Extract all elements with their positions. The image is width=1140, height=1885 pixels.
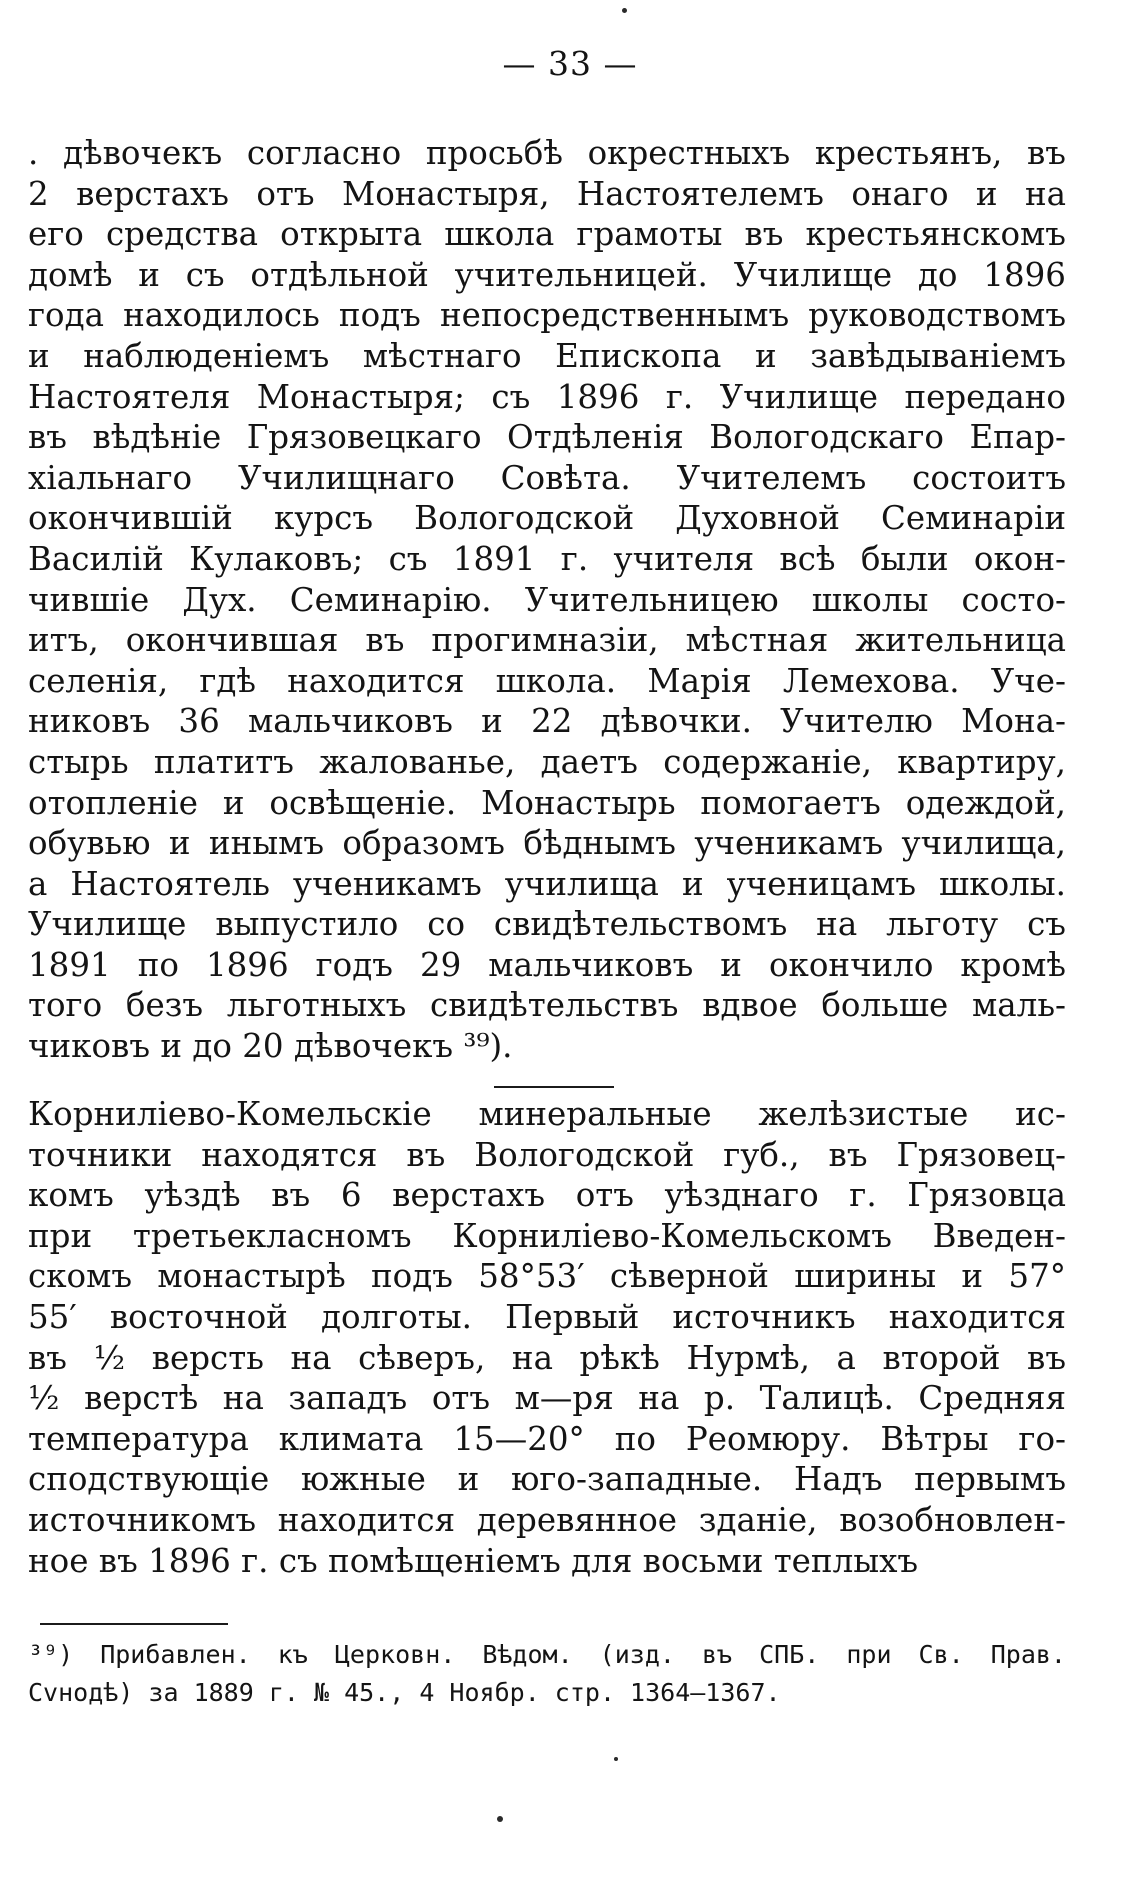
footnote [28,1636,1066,1712]
paragraph1-line: чиковъ и до 20 дѣвочекъ ³⁹). [28,1027,513,1066]
paragraph2-line: скомъ монастырѣ подъ 58°53′ сѣверной ширины и 57° [28,1257,1066,1296]
paragraph1-line: обувью и инымъ образомъ бѣднымъ ученикамъ училища, [28,824,1066,863]
paragraph-school [28,133,1066,1067]
footnote-divider [40,1623,228,1625]
paragraph2-line: источникомъ находится деревянное зданіе, возобновлен- [28,1500,1066,1539]
paragraph1-line: въ вѣдѣніе Грязовецкаго Отдѣленія Вологодскаго Епар- [28,418,1066,457]
print-speck [622,8,627,13]
paragraph1-line: отопленіе и освѣщеніе. Монастырь помогаетъ одеждой, [28,783,1066,822]
paragraph2-line: ½ верстѣ на западъ отъ м—ря на р. Талицѣ. Средняя [28,1379,1066,1418]
paragraph1-line: его средства открыта школа грамоты въ крестьянскомъ [28,215,1066,254]
paragraph1-line: хіальнаго Училищнаго Совѣта. Учителемъ состоитъ [28,458,1066,497]
section-divider [494,1086,614,1088]
paragraph2-line: Корниліево-Комельскіе минеральные желѣзистые ис- [28,1095,1066,1133]
paragraph1-line: окончившій курсъ Вологодской Духовной Семинаріи [28,499,1066,538]
paragraph1-line: а Настоятель ученикамъ училища и ученицамъ школы. [28,864,1066,903]
paragraph1-line: . дѣвочекъ согласно просьбѣ окрестныхъ крестьянъ, въ [28,134,1066,172]
paragraph1-line: никовъ 36 мальчиковъ и 22 дѣвочки. Учителю Мона- [28,702,1066,741]
paragraph1-line: чившіе Дух. Семинарію. Учительницею школы состо- [28,580,1066,619]
paragraph1-line: и наблюденіемъ мѣстнаго Епископа и завѣдываніемъ [28,336,1066,375]
page-number: — 33 — [502,44,638,83]
paragraph1-line: Настоятеля Монастыря; съ 1896 г. Училище передано [28,377,1066,416]
paragraph-mineral-springs [28,1094,1066,1581]
paragraph1-line: 2 верстахъ отъ Монастыря, Настоятелемъ онаго и на [28,174,1066,213]
paragraph1-line: 1891 по 1896 годъ 29 мальчиковъ и окончило кромѣ [28,945,1066,984]
paragraph1-line: Училище выпустило со свидѣтельствомъ на льготу съ [28,905,1066,944]
paragraph2-line: ное въ 1896 г. съ помѣщеніемъ для восьми теплыхъ [28,1541,919,1580]
paragraph1-line: селенія, гдѣ находится школа. Марія Лемехова. Уче- [28,661,1066,700]
print-speck [497,1816,503,1822]
paragraph2-line: въ ½ версть на сѣверъ, на рѣкѣ Нурмѣ, а второй въ [28,1338,1066,1377]
paragraph2-line: 55′ восточной долготы. Первый источникъ находится [28,1297,1066,1336]
paragraph1-line: стырь платитъ жалованье, даетъ содержаніе, квартиру, [28,742,1066,781]
paragraph1-line: домѣ и съ отдѣльной учительницей. Училище до 1896 [28,255,1066,294]
print-speck [614,1757,618,1761]
footnote-line: ³⁹) Прибавлен. къ Церковн. Вѣдом. (изд. въ СПБ. при Св. Прав. [28,1640,1066,1669]
paragraph1-line: того безъ льготныхъ свидѣтельствъ вдвое больше маль- [28,986,1066,1025]
paragraph2-line: сподствующіе южные и юго-западные. Надъ первымъ [28,1460,1066,1499]
paragraph2-line: температура климата 15—20° по Реомюру. Вѣтры го- [28,1419,1066,1458]
paragraph1-line: итъ, окончившая въ прогимназіи, мѣстная жительница [28,621,1066,660]
paragraph1-line: года находилось подъ непосредственнымъ руководствомъ [28,296,1066,335]
paragraph2-line: комъ уѣздѣ въ 6 верстахъ отъ уѣзднаго г. Грязовца [28,1176,1066,1215]
paragraph2-line: точники находятся въ Вологодской губ., въ Грязовец- [28,1135,1066,1174]
footnote-line: Сvнодѣ) за 1889 г. № 45., 4 Ноябр. стр. 1364—1367. [28,1678,781,1707]
paragraph1-line: Василій Кулаковъ; съ 1891 г. учителя всѣ были окон- [28,539,1066,578]
paragraph2-line: при третьекласномъ Корниліево-Комельскомъ Введен- [28,1216,1066,1255]
